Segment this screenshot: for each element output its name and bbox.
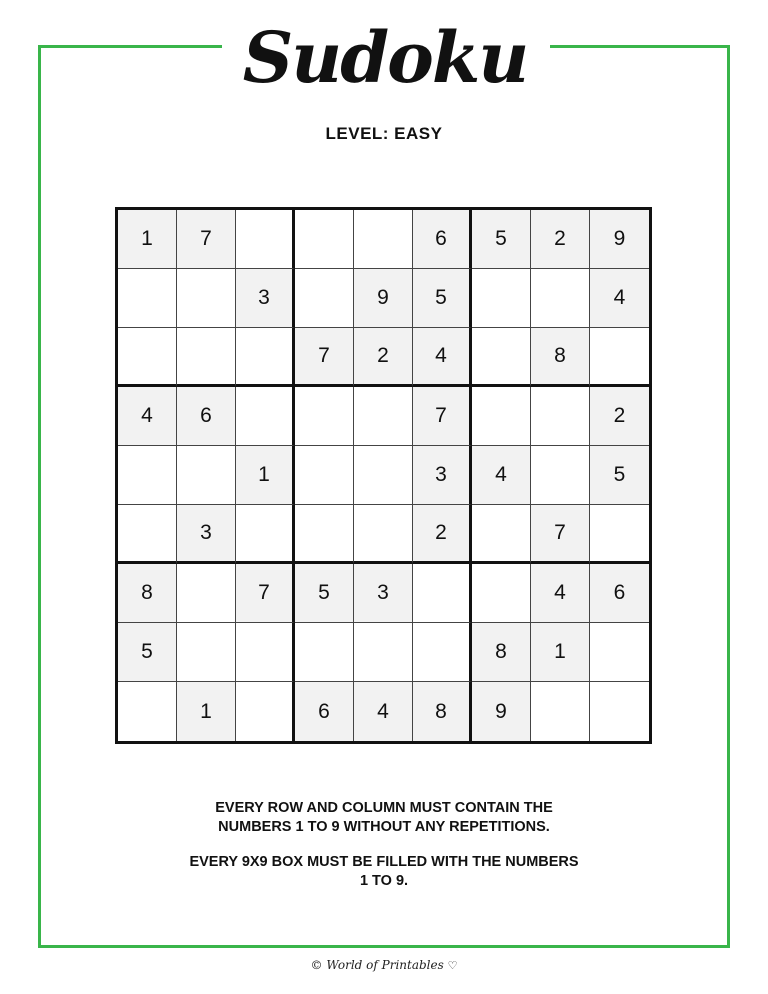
sudoku-cell-r3-c9[interactable] bbox=[590, 328, 649, 387]
sudoku-cell-r9-c5: 4 bbox=[354, 682, 413, 741]
frame-top-left bbox=[38, 45, 222, 48]
sudoku-cell-r8-c3[interactable] bbox=[236, 623, 295, 682]
sudoku-cell-r8-c1: 5 bbox=[118, 623, 177, 682]
copyright-icon: © bbox=[310, 958, 323, 972]
sudoku-cell-r2-c4[interactable] bbox=[295, 269, 354, 328]
sudoku-cell-r4-c3[interactable] bbox=[236, 387, 295, 446]
sudoku-cell-r5-c7: 4 bbox=[472, 446, 531, 505]
sudoku-cell-r3-c4: 7 bbox=[295, 328, 354, 387]
sudoku-cell-r1-c7: 5 bbox=[472, 210, 531, 269]
heart-icon: ♡ bbox=[447, 959, 458, 972]
sudoku-cell-r6-c9[interactable] bbox=[590, 505, 649, 564]
sudoku-cell-r3-c6: 4 bbox=[413, 328, 472, 387]
sudoku-cell-r1-c6: 6 bbox=[413, 210, 472, 269]
sudoku-cell-r9-c7: 9 bbox=[472, 682, 531, 741]
sudoku-cell-r1-c3[interactable] bbox=[236, 210, 295, 269]
rule-line: NUMBERS 1 TO 9 WITHOUT ANY REPETITIONS. bbox=[218, 819, 550, 835]
sudoku-cell-r8-c4[interactable] bbox=[295, 623, 354, 682]
sudoku-cell-r3-c2[interactable] bbox=[177, 328, 236, 387]
sudoku-cell-r2-c8[interactable] bbox=[531, 269, 590, 328]
sudoku-cell-r7-c1: 8 bbox=[118, 564, 177, 623]
sudoku-cell-r3-c1[interactable] bbox=[118, 328, 177, 387]
sudoku-cell-r7-c4: 5 bbox=[295, 564, 354, 623]
sudoku-cell-r5-c2[interactable] bbox=[177, 446, 236, 505]
sudoku-cell-r5-c6: 3 bbox=[413, 446, 472, 505]
frame-top-right bbox=[550, 45, 730, 48]
sudoku-cell-r7-c9: 6 bbox=[590, 564, 649, 623]
sudoku-cell-r7-c3: 7 bbox=[236, 564, 295, 623]
rule-rows-columns bbox=[134, 799, 634, 837]
sudoku-cell-r1-c2: 7 bbox=[177, 210, 236, 269]
sudoku-cell-r2-c1[interactable] bbox=[118, 269, 177, 328]
sudoku-cell-r5-c5[interactable] bbox=[354, 446, 413, 505]
sudoku-cell-r6-c8: 7 bbox=[531, 505, 590, 564]
sudoku-cell-r2-c9: 4 bbox=[590, 269, 649, 328]
brand-footer bbox=[284, 958, 484, 972]
frame-bottom bbox=[38, 945, 730, 948]
sudoku-cell-r5-c4[interactable] bbox=[295, 446, 354, 505]
sudoku-cell-r9-c1[interactable] bbox=[118, 682, 177, 741]
sudoku-cell-r6-c6: 2 bbox=[413, 505, 472, 564]
sudoku-cell-r7-c5: 3 bbox=[354, 564, 413, 623]
sudoku-cell-r4-c7[interactable] bbox=[472, 387, 531, 446]
sudoku-cell-r4-c2: 6 bbox=[177, 387, 236, 446]
frame-left bbox=[38, 45, 41, 948]
sudoku-cell-r9-c3[interactable] bbox=[236, 682, 295, 741]
rule-line: 1 TO 9. bbox=[359, 873, 409, 889]
sudoku-cell-r1-c9: 9 bbox=[590, 210, 649, 269]
sudoku-cell-r4-c8[interactable] bbox=[531, 387, 590, 446]
sudoku-board bbox=[115, 207, 652, 744]
sudoku-cell-r8-c8: 1 bbox=[531, 623, 590, 682]
sudoku-cell-r7-c7[interactable] bbox=[472, 564, 531, 623]
sudoku-cell-r4-c9: 2 bbox=[590, 387, 649, 446]
sudoku-cell-r6-c5[interactable] bbox=[354, 505, 413, 564]
sudoku-cell-r6-c4[interactable] bbox=[295, 505, 354, 564]
rule-boxes bbox=[134, 853, 634, 891]
sudoku-cell-r6-c7[interactable] bbox=[472, 505, 531, 564]
sudoku-cell-r9-c2: 1 bbox=[177, 682, 236, 741]
rule-line: EVERY 9X9 BOX MUST BE FILLED WITH THE NUMBERS bbox=[189, 854, 579, 870]
sudoku-cell-r8-c6[interactable] bbox=[413, 623, 472, 682]
sudoku-cell-r5-c1[interactable] bbox=[118, 446, 177, 505]
sudoku-cell-r8-c9[interactable] bbox=[590, 623, 649, 682]
sudoku-cell-r4-c1: 4 bbox=[118, 387, 177, 446]
sudoku-cell-r3-c8: 8 bbox=[531, 328, 590, 387]
rules-text bbox=[134, 799, 634, 907]
sudoku-cell-r6-c2: 3 bbox=[177, 505, 236, 564]
sudoku-cell-r3-c7[interactable] bbox=[472, 328, 531, 387]
sudoku-cell-r5-c8[interactable] bbox=[531, 446, 590, 505]
sudoku-cell-r3-c3[interactable] bbox=[236, 328, 295, 387]
sudoku-cell-r1-c5[interactable] bbox=[354, 210, 413, 269]
sudoku-cell-r8-c2[interactable] bbox=[177, 623, 236, 682]
sudoku-cell-r2-c6: 5 bbox=[413, 269, 472, 328]
sudoku-cell-r9-c9[interactable] bbox=[590, 682, 649, 741]
sudoku-cell-r4-c6: 7 bbox=[413, 387, 472, 446]
sudoku-cell-r1-c8: 2 bbox=[531, 210, 590, 269]
sudoku-cell-r9-c4: 6 bbox=[295, 682, 354, 741]
sudoku-cell-r8-c5[interactable] bbox=[354, 623, 413, 682]
sudoku-cell-r4-c5[interactable] bbox=[354, 387, 413, 446]
sudoku-cell-r2-c2[interactable] bbox=[177, 269, 236, 328]
sudoku-cell-r6-c1[interactable] bbox=[118, 505, 177, 564]
sudoku-cell-r5-c9: 5 bbox=[590, 446, 649, 505]
sudoku-cell-r2-c7[interactable] bbox=[472, 269, 531, 328]
sudoku-cell-r9-c6: 8 bbox=[413, 682, 472, 741]
sudoku-cell-r7-c6[interactable] bbox=[413, 564, 472, 623]
page-title: Sudoku bbox=[242, 16, 528, 99]
brand-name: World of Printables bbox=[326, 958, 444, 972]
sudoku-cell-r5-c3: 1 bbox=[236, 446, 295, 505]
sudoku-cell-r2-c3: 3 bbox=[236, 269, 295, 328]
sudoku-cell-r1-c4[interactable] bbox=[295, 210, 354, 269]
difficulty-level: LEVEL: EASY bbox=[325, 124, 443, 143]
sudoku-cell-r1-c1: 1 bbox=[118, 210, 177, 269]
sudoku-cell-r7-c2[interactable] bbox=[177, 564, 236, 623]
sudoku-cell-r8-c7: 8 bbox=[472, 623, 531, 682]
rule-line: EVERY ROW AND COLUMN MUST CONTAIN THE bbox=[215, 800, 553, 816]
sudoku-cell-r6-c3[interactable] bbox=[236, 505, 295, 564]
frame-right bbox=[727, 45, 730, 948]
sudoku-cell-r4-c4[interactable] bbox=[295, 387, 354, 446]
sudoku-cell-r9-c8[interactable] bbox=[531, 682, 590, 741]
sudoku-cell-r7-c8: 4 bbox=[531, 564, 590, 623]
sudoku-cell-r2-c5: 9 bbox=[354, 269, 413, 328]
sudoku-cell-r3-c5: 2 bbox=[354, 328, 413, 387]
